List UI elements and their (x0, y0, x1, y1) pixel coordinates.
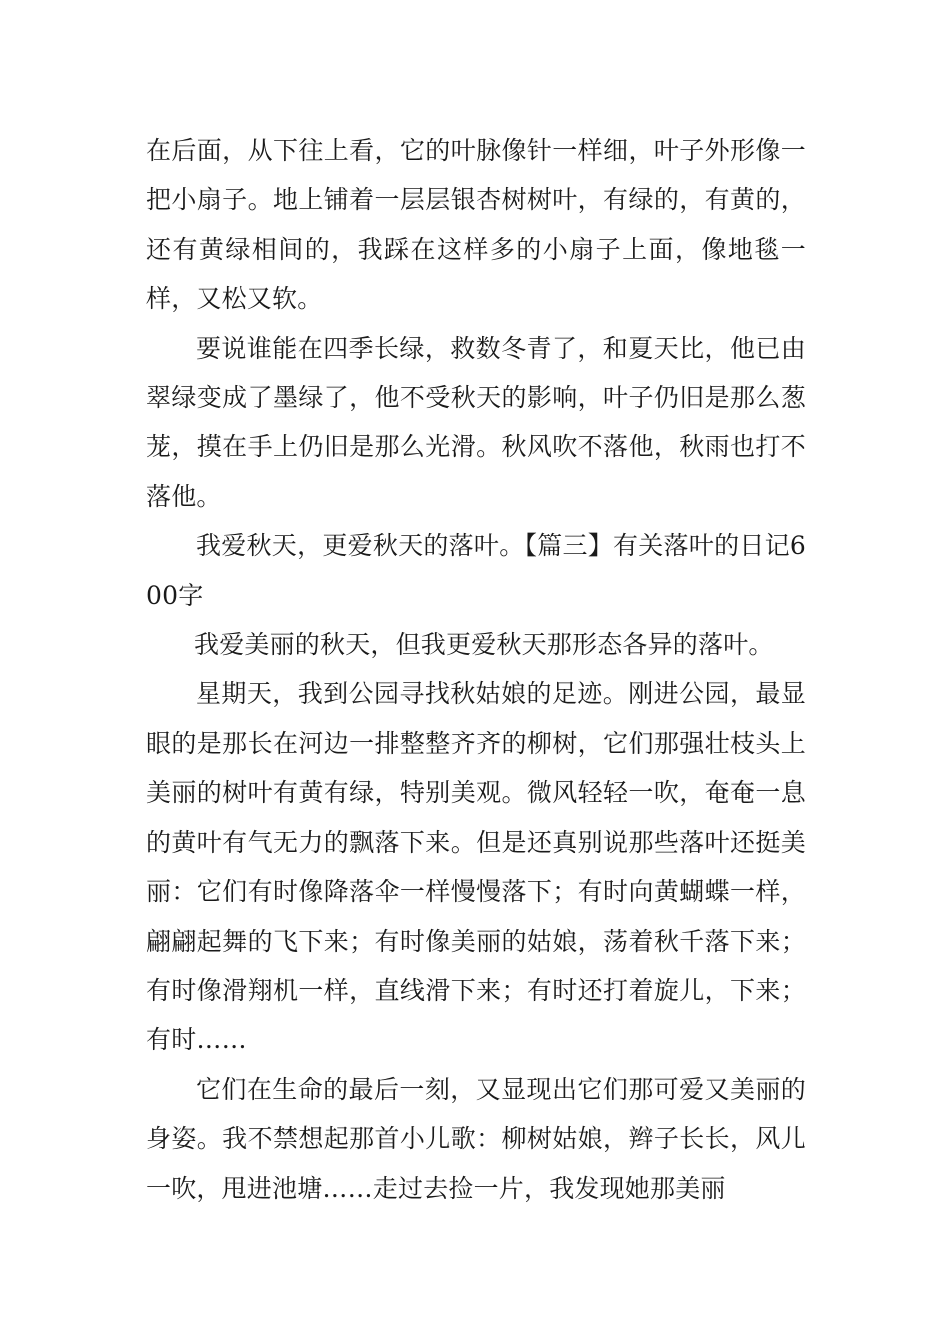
paragraph-ginkgo-continued: 在后面，从下往上看，它的叶脉像针一样细，叶子外形像一把小扇子。地上铺着一层层银杏树树叶，有绿的，有黄的，还有黄绿相间的，我踩在这样多的小扇子上面，像地毯一样，又松又软。 (146, 136, 806, 314)
paragraph-last-moment: 它们在生命的最后一刻，又显现出它们那可爱又美丽的身姿。我不禁想起那首小儿歌：柳树姑娘，辫子长长，风儿一吹，甩进池塘……走过去捡一片，我发现她那美丽 (146, 1074, 806, 1203)
document-page (146, 126, 806, 1213)
paragraph-park-visit: 星期天，我到公园寻找秋姑娘的足迹。刚进公园，最显眼的是那长在河边一排整整齐齐的柳树，它们那强壮枝头上美丽的树叶有黄有绿，特别美观。微风轻轻一吹，奄奄一息的黄叶有气无力的飘落下来。但是还真别说那些落叶还挺美丽：它们有时像降落伞一样慢慢落下；有时向黄蝴蝶一样，翩翩起舞的飞下来；有时像美丽的姑娘，荡着秋千落下来；有时像滑翔机一样，直线滑下来；有时还打着旋儿，下来；有时…… (146, 679, 806, 1055)
paragraph-love-autumn-heading: 我爱秋天，更爱秋天的落叶。【篇三】有关落叶的日记600字 (146, 531, 806, 610)
paragraph-holly: 要说谁能在四季长绿，救数冬青了，和夏天比，他已由翠绿变成了墨绿了，他不受秋天的影响，叶子仍旧是那么葱茏，摸在手上仍旧是那么光滑。秋风吹不落他，秋雨也打不落他。 (146, 333, 806, 511)
paragraph-intro: 我爱美丽的秋天，但我更爱秋天那形态各异的落叶。 (194, 630, 774, 660)
